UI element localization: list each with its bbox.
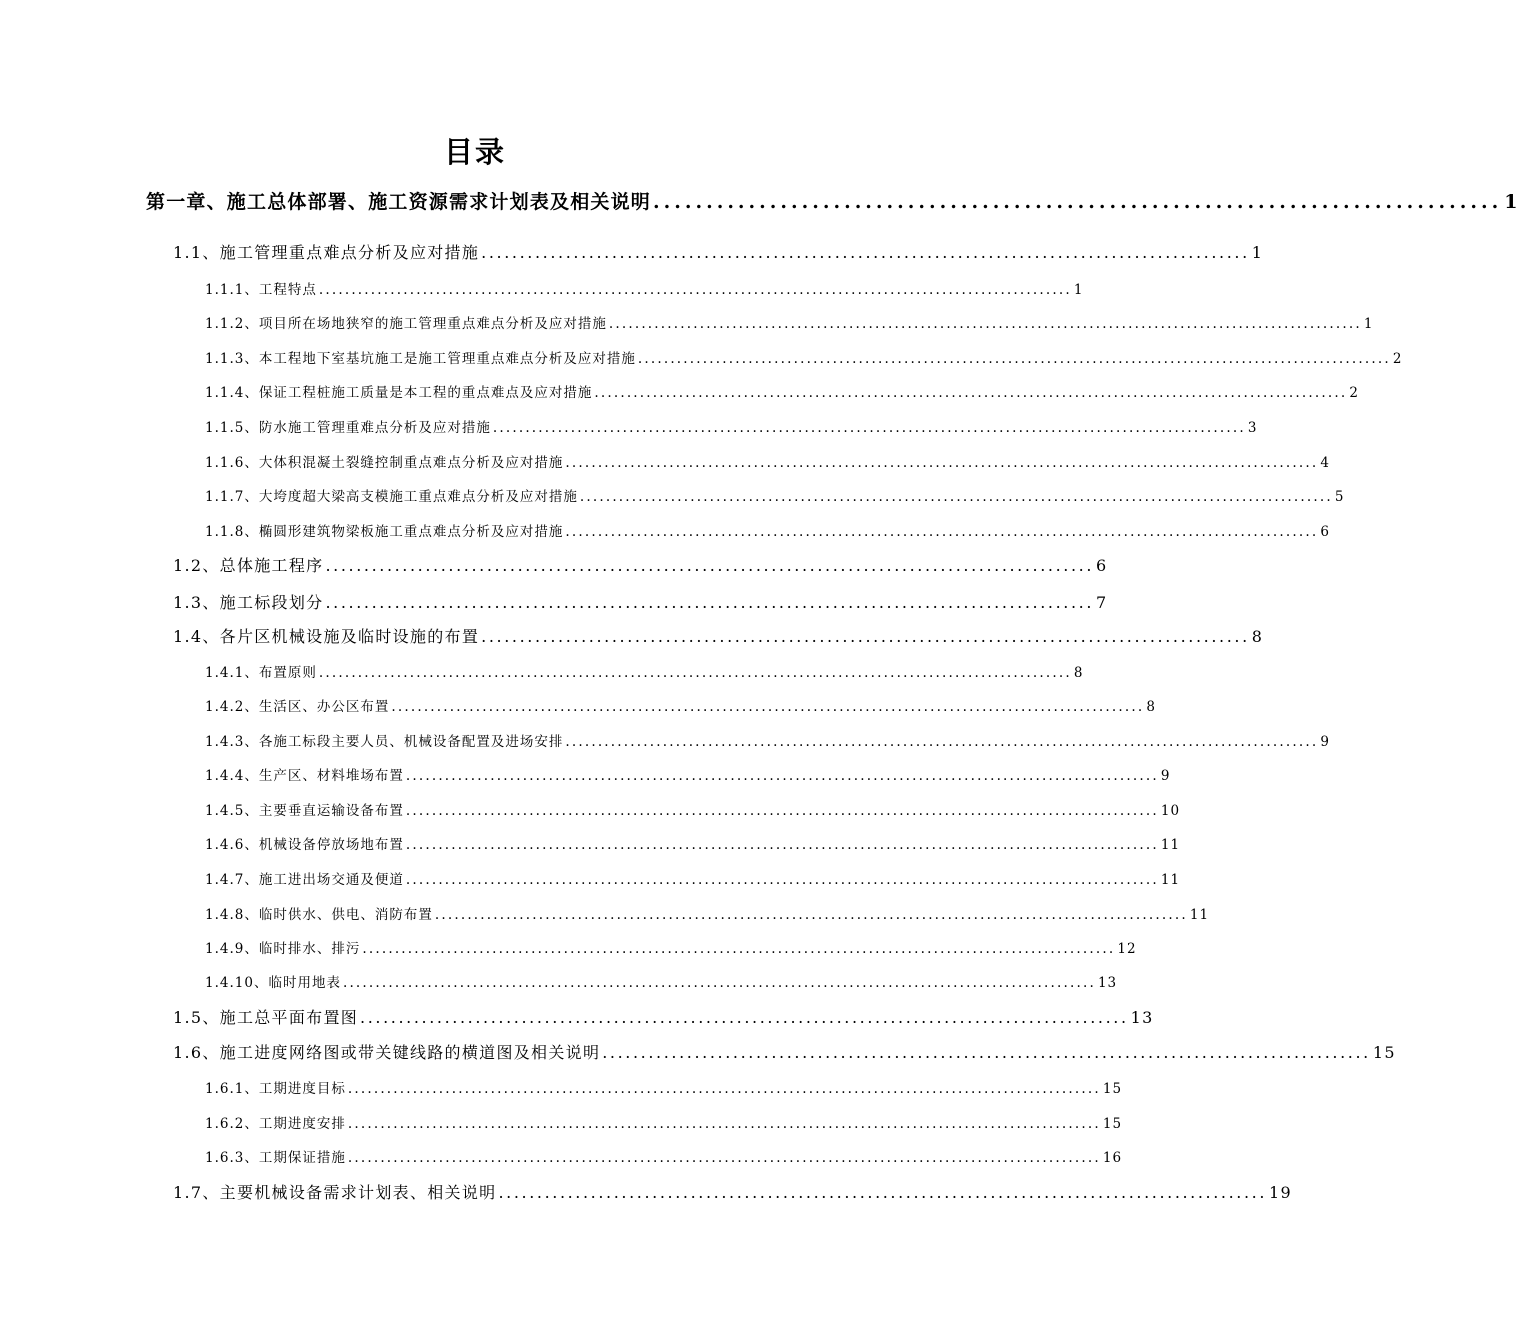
toc-entry-label: 1.4.10、临时用地表 bbox=[205, 975, 341, 991]
toc-page-number: 16 bbox=[1102, 1150, 1123, 1166]
toc-entry-label: 1.4.7、施工进出场交通及便道 bbox=[205, 872, 404, 888]
toc-entry[interactable] bbox=[173, 553, 1108, 576]
toc-dot-leader: ................................................................................ bbox=[653, 191, 1503, 213]
toc-page-number: 13 bbox=[1097, 975, 1118, 991]
toc-subentry[interactable] bbox=[205, 937, 1137, 957]
toc-dot-leader: .................................................................................................... bbox=[360, 1008, 1129, 1027]
toc-entry[interactable] bbox=[173, 590, 1108, 613]
toc-dot-leader: .................................................................................................... bbox=[602, 1043, 1371, 1062]
toc-dot-leader: .................................................................................................................... bbox=[347, 1150, 1101, 1166]
toc-entry-label: 1.6.1、工期进度目标 bbox=[205, 1081, 346, 1097]
toc-subentry[interactable] bbox=[205, 312, 1374, 332]
toc-subentry[interactable] bbox=[205, 381, 1359, 401]
toc-dot-leader: .................................................................................................................... bbox=[608, 316, 1362, 332]
toc-entry[interactable] bbox=[173, 1005, 1154, 1028]
toc-subentry[interactable] bbox=[205, 451, 1330, 471]
toc-page-number: 12 bbox=[1117, 941, 1137, 957]
toc-dot-leader: .................................................................................................................... bbox=[347, 1116, 1101, 1132]
toc-dot-leader: .................................................................................................... bbox=[325, 593, 1095, 612]
toc-dot-leader: .................................................................................................................... bbox=[637, 351, 1391, 367]
toc-dot-leader: .................................................................................................... bbox=[481, 243, 1250, 262]
toc-page-number: 5 bbox=[1334, 489, 1345, 505]
toc-entry[interactable] bbox=[173, 1040, 1396, 1063]
toc-dot-leader: .................................................................................................................... bbox=[434, 907, 1188, 923]
toc-entry-label: 1.4.4、生产区、材料堆场布置 bbox=[205, 768, 404, 784]
toc-page-number: 15 bbox=[1102, 1081, 1123, 1097]
toc-page-number: 2 bbox=[1392, 351, 1403, 367]
toc-page-number: 9 bbox=[1320, 734, 1330, 750]
toc-page-number: 10 bbox=[1160, 803, 1181, 819]
toc-dot-leader: .................................................................................................................... bbox=[565, 455, 1319, 471]
toc-entry-label: 1.5、施工总平面布置图 bbox=[173, 1008, 359, 1027]
toc-page-number: 15 bbox=[1372, 1043, 1396, 1062]
toc-entry-label: 1.4.2、生活区、办公区布置 bbox=[205, 699, 390, 715]
toc-entry[interactable] bbox=[173, 1180, 1293, 1203]
toc-dot-leader: .................................................................................................................... bbox=[347, 1081, 1101, 1097]
toc-entry-label: 1.1.6、大体积混凝土裂缝控制重点难点分析及应对措施 bbox=[205, 455, 564, 471]
toc-subentry[interactable] bbox=[205, 833, 1181, 853]
toc-dot-leader: .................................................................................................................... bbox=[565, 734, 1319, 750]
toc-subentry[interactable] bbox=[205, 661, 1084, 681]
toc-subentry[interactable] bbox=[205, 1077, 1123, 1097]
toc-page-number: 11 bbox=[1160, 872, 1181, 888]
toc-page-number: 4 bbox=[1320, 455, 1330, 471]
toc-page-number: 1 bbox=[1504, 191, 1519, 213]
toc-page-number: 1 bbox=[1251, 243, 1264, 262]
toc-page-number: 6 bbox=[1096, 556, 1108, 575]
toc-dot-leader: .................................................................................................................... bbox=[405, 872, 1159, 888]
toc-dot-leader: .................................................................................................................... bbox=[492, 420, 1246, 436]
toc-dot-leader: .................................................................................................................... bbox=[405, 768, 1159, 784]
toc-entry-label: 1.6.3、工期保证措施 bbox=[205, 1150, 346, 1166]
toc-dot-leader: .................................................................................................... bbox=[481, 627, 1250, 646]
toc-dot-leader: .................................................................................................................... bbox=[579, 489, 1333, 505]
page-title: 目录 bbox=[443, 135, 506, 169]
toc-page-number: 8 bbox=[1251, 627, 1264, 646]
toc-entry-label: 1.1.3、本工程地下室基坑施工是施工管理重点难点分析及应对措施 bbox=[205, 351, 636, 367]
toc-entry-label: 1.1.2、项目所在场地狭窄的施工管理重点难点分析及应对措施 bbox=[205, 316, 607, 332]
toc-page-number: 2 bbox=[1349, 385, 1359, 401]
toc-subentry[interactable] bbox=[205, 485, 1345, 505]
toc-subentry[interactable] bbox=[205, 416, 1258, 436]
toc-dot-leader: .................................................................................................................... bbox=[565, 524, 1319, 540]
toc-entry-label: 1.4.9、临时排水、排污 bbox=[205, 941, 361, 957]
toc-subentry[interactable] bbox=[205, 1146, 1123, 1166]
toc-entry[interactable] bbox=[173, 624, 1264, 647]
toc-entry-label: 1.1.5、防水施工管理重难点分析及应对措施 bbox=[205, 420, 491, 436]
toc-entry-label: 1.1.4、保证工程桩施工质量是本工程的重点难点及应对措施 bbox=[205, 385, 593, 401]
toc-page-number: 19 bbox=[1269, 1183, 1293, 1202]
toc-entry-label: 1.4.5、主要垂直运输设备布置 bbox=[205, 803, 404, 819]
toc-page-number: 8 bbox=[1146, 699, 1156, 715]
toc-dot-leader: .................................................................................................................... bbox=[342, 975, 1096, 991]
toc-entry-label: 1.1.1、工程特点 bbox=[205, 282, 317, 298]
toc-entry-label: 1.6.2、工期进度安排 bbox=[205, 1116, 346, 1132]
toc-page-number: 6 bbox=[1320, 524, 1330, 540]
toc-entry-label: 1.7、主要机械设备需求计划表、相关说明 bbox=[173, 1183, 497, 1202]
toc-entry-label: 第一章、施工总体部署、施工资源需求计划表及相关说明 bbox=[146, 191, 652, 213]
toc-entry-label: 1.4.3、各施工标段主要人员、机械设备配置及进场安排 bbox=[205, 734, 564, 750]
toc-page-number: 9 bbox=[1160, 768, 1171, 784]
toc-subentry[interactable] bbox=[205, 868, 1181, 888]
toc-entry-label: 1.4.6、机械设备停放场地布置 bbox=[205, 837, 404, 853]
toc-subentry[interactable] bbox=[205, 278, 1084, 298]
toc-chapter-entry[interactable] bbox=[146, 187, 1519, 214]
toc-dot-leader: .................................................................................................................... bbox=[318, 665, 1072, 681]
toc-page-number: 1 bbox=[1073, 282, 1084, 298]
toc-page-number: 11 bbox=[1189, 907, 1210, 923]
toc-entry[interactable] bbox=[173, 240, 1264, 263]
toc-page-number: 13 bbox=[1130, 1008, 1154, 1027]
toc-dot-leader: .................................................................................................... bbox=[325, 556, 1095, 575]
toc-entry-label: 1.6、施工进度网络图或带关键线路的横道图及相关说明 bbox=[173, 1043, 601, 1062]
toc-entry-label: 1.1.7、大垮度超大梁高支模施工重点难点分析及应对措施 bbox=[205, 489, 578, 505]
toc-entry-label: 1.1.8、椭圆形建筑物梁板施工重点难点分析及应对措施 bbox=[205, 524, 564, 540]
toc-dot-leader: .................................................................................................................... bbox=[405, 837, 1159, 853]
toc-entry-label: 1.2、总体施工程序 bbox=[173, 556, 324, 575]
toc-dot-leader: .................................................................................................................... bbox=[318, 282, 1072, 298]
toc-entry-label: 1.4.1、布置原则 bbox=[205, 665, 317, 681]
toc-dot-leader: .................................................................................................................... bbox=[405, 803, 1159, 819]
toc-page-number: 15 bbox=[1102, 1116, 1123, 1132]
toc-subentry[interactable] bbox=[205, 799, 1181, 819]
toc-subentry[interactable] bbox=[205, 764, 1171, 784]
toc-entry-label: 1.4、各片区机械设施及临时设施的布置 bbox=[173, 627, 480, 646]
toc-subentry[interactable] bbox=[205, 1112, 1123, 1132]
toc-subentry[interactable] bbox=[205, 347, 1403, 367]
toc-dot-leader: .................................................................................................................... bbox=[362, 941, 1116, 957]
toc-entry-label: 1.4.8、临时供水、供电、消防布置 bbox=[205, 907, 433, 923]
toc-subentry[interactable] bbox=[205, 971, 1118, 991]
toc-dot-leader: .................................................................................................................... bbox=[391, 699, 1145, 715]
toc-page-number: 3 bbox=[1247, 420, 1258, 436]
toc-dot-leader: .................................................................................................... bbox=[498, 1183, 1268, 1202]
toc-entry-label: 1.1、施工管理重点难点分析及应对措施 bbox=[173, 243, 480, 262]
toc-subentry[interactable] bbox=[205, 730, 1330, 750]
toc-page-number: 8 bbox=[1073, 665, 1084, 681]
toc-subentry[interactable] bbox=[205, 520, 1330, 540]
toc-entry-label: 1.3、施工标段划分 bbox=[173, 593, 324, 612]
toc-page-number: 11 bbox=[1160, 837, 1181, 853]
toc-page-number: 7 bbox=[1096, 593, 1108, 612]
toc-subentry[interactable] bbox=[205, 695, 1156, 715]
toc-dot-leader: .................................................................................................................... bbox=[594, 385, 1348, 401]
toc-subentry[interactable] bbox=[205, 903, 1210, 923]
toc-page-number: 1 bbox=[1363, 316, 1374, 332]
